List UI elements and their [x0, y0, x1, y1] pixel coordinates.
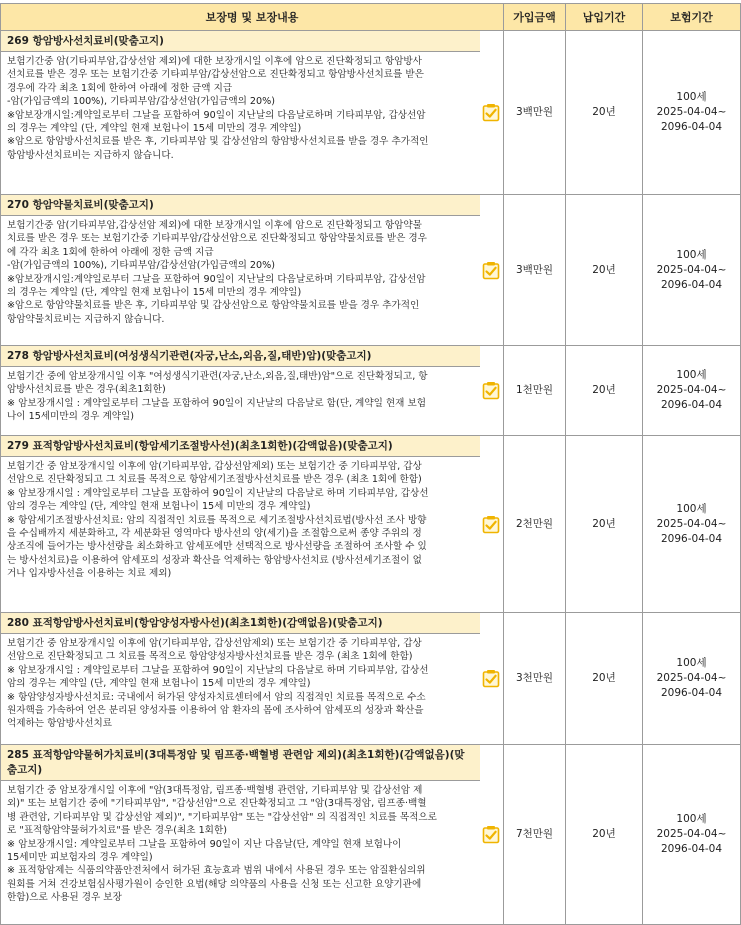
- coverage-title-text: 285 표적항암약물허가치료비(3대특정암 및 림프종·백혈병 관련암 제외)(최초1회한)(감액없음)(맞춤고지): [7, 749, 465, 776]
- ins-period-cell: [643, 613, 741, 745]
- description-line: 경우에 각각 최초 1회에 한하여 아래에 정한 금액 지급: [7, 82, 233, 94]
- ins-period-age: 100세: [676, 91, 707, 103]
- ins-period-age: 100세: [676, 657, 707, 669]
- ins-period-to: 2096-04-04: [661, 687, 723, 699]
- description-line: ※ 암보장개시일 : 계약일로부터 그날을 포함하여 90일이 지난날의 다음날로 함(단, 계약일 현재 보험: [7, 397, 427, 409]
- coverage-description: [1, 52, 480, 165]
- ins-period-to: 2096-04-04: [661, 121, 723, 133]
- description-line: 병 관련암, 기타피부암 및 갑상선암 제외)", "기타피부암" 또는 "갑상선암" 의 직접적인 치료를 목적으로: [7, 811, 437, 823]
- header-amount: 가입금액: [504, 4, 566, 31]
- description-line: ※ 암보장개시일 : 계약일로부터 그날을 포함하여 90일이 지난날의 다음날로 하며 기타피부암, 갑상선: [7, 664, 429, 676]
- coverage-title: [1, 195, 480, 216]
- description-line: 보험기간중 암(기타피부암,갑상선암 제외)에 대한 보장개시일 이후에 암으로 진단확정되고 항암약물: [7, 220, 422, 231]
- coverage-title-text: 279 표적항암방사선치료비(항암세기조절방사선)(최초1회한)(감액없음)(맞춤고지): [7, 440, 393, 452]
- amount-cell: 1천만원: [504, 346, 566, 436]
- description-line: ※암으로 항암약물치료를 받은 후, 기타피부암 및 갑상선암으로 항암약물치료를 받을 경우 추가적인: [7, 300, 420, 312]
- coverage-description: [1, 457, 480, 584]
- header-coverage: 보장명 및 보장내용: [1, 4, 504, 31]
- description-line: ※ 표적항암제는 식품의약품안전처에서 허가된 효능효과 범위 내에서 사용된 경우 또는 암질환심의위: [7, 865, 426, 877]
- description-line: 보험기간 중 암보장개시일 이후에 암(기타피부암, 갑상선암제외) 또는 보험기간 중 기타피부암, 갑상: [7, 638, 422, 649]
- coverage-cell: [1, 195, 480, 346]
- coverage-title-text: 280 표적항암방사선치료비(항암양성자방사선)(최초1회한)(감액없음)(맞춤고지): [7, 617, 383, 629]
- description-line: 원회를 거쳐 건강보험심사평가원이 승인한 요법(해당 의약품의 사용을 신청 또는 신고한 요양기관에: [7, 878, 422, 890]
- checklist-cell: [480, 436, 504, 613]
- table-row: [1, 195, 741, 346]
- description-line: 외)" 또는 보험기간 중에 "기타피부암", "갑상선암"으로 진단확정되고 그 "암(3대특정암, 림프종·백혈: [7, 798, 427, 810]
- description-line: 15세미만 피보험자의 경우 계약일): [7, 852, 153, 864]
- ins-period-from: 2025-04-04~: [656, 384, 727, 396]
- amount-cell: 2천만원: [504, 436, 566, 613]
- description-line: ※암으로 항암방사선치료를 받은 후, 기타피부암 및 갑상선암의 항암방사선치료를 받을 경우 추가적인: [7, 136, 429, 148]
- header-ins-period: 보험기간: [643, 4, 741, 31]
- description-line: 보험기간중 암(기타피부암,갑상선암 제외)에 대한 보장개시일 이후에 암으로 진단확정되고 항암방사: [7, 56, 422, 67]
- description-line: 항암약물치료비는 지급하지 않습니다.: [7, 313, 165, 325]
- ins-period-cell: [643, 436, 741, 613]
- pay-period-cell: 20년: [566, 745, 643, 925]
- coverage-title-text: 269 항암방사선치료비(맞춤고지): [7, 35, 164, 47]
- ins-period-age: 100세: [676, 502, 707, 515]
- ins-period-to: 2096-04-04: [661, 532, 723, 545]
- ins-period-age: 100세: [676, 248, 707, 261]
- amount-cell: 3백만원: [504, 195, 566, 346]
- description-line: 암방사선치료를 받은 경우(최초1회한): [7, 384, 166, 396]
- coverage-description: [1, 367, 480, 427]
- ins-period-cell: [643, 31, 741, 195]
- ins-period-from: 2025-04-04~: [656, 106, 727, 118]
- header-pay-period: 납입기간: [566, 4, 643, 31]
- pay-period-cell: 20년: [566, 346, 643, 436]
- ins-period-from: 2025-04-04~: [656, 828, 727, 840]
- ins-period-from: 2025-04-04~: [656, 517, 727, 530]
- checklist-icon: [480, 103, 504, 122]
- coverage-title: [1, 745, 480, 781]
- description-line: 보험기간 중 암보장개시일 이후에 암(기타피부암, 갑상선암제외) 또는 보험기간 중 기타피부암, 갑상: [7, 461, 422, 472]
- coverage-title-text: 270 항암약물치료비(맞춤고지): [7, 199, 154, 211]
- checklist-icon: [480, 261, 504, 280]
- description-line: ※암보장개시일:계약일로부터 그날을 포함하여 90일이 지난날의 다음날로하며 기타피부암, 갑상선암: [7, 109, 426, 121]
- ins-period-from: 2025-04-04~: [656, 672, 727, 684]
- description-line: 거나 입자방사선을 이용하는 치료 제외): [7, 568, 172, 580]
- checklist-cell: [480, 613, 504, 745]
- description-line: 선암으로 진단확정되고 그 치료를 목적으로 항암양성자방사선치료를 받은 경우 (최초 1회에 한함): [7, 651, 413, 663]
- coverage-description: [1, 634, 480, 734]
- table-header-row: [1, 4, 741, 31]
- checklist-cell: [480, 346, 504, 436]
- description-line: -암(가입금액의 100%), 기타피부암/갑상선암(가입금액의 20%): [7, 96, 275, 108]
- checklist-cell: [480, 745, 504, 925]
- coverage-cell: [1, 613, 480, 745]
- description-line: 을 수십배까지 세분화하고, 각 세분화된 영역마다 방사선의 양(세기)을 조절함으로써 종양 주위의 정: [7, 528, 422, 540]
- description-line: 한함)으로 사용된 경우 보장: [7, 892, 122, 904]
- coverage-cell: [1, 346, 480, 436]
- ins-period-cell: [643, 346, 741, 436]
- description-line: 억제하는 항암방사선치료: [7, 718, 112, 730]
- ins-period-to: 2096-04-04: [661, 278, 723, 291]
- description-line: ※ 암보장개시일: 계약일로부터 그날을 포함하여 90일이 지난 다음날(단, 계약일 현재 보험나이: [7, 838, 402, 850]
- description-line: 의 경우는 계약일 (단, 계약일 현재 보험나이 15세 미만의 경우 계약일): [7, 287, 302, 299]
- description-line: 나이 15세미만의 경우 계약일): [7, 411, 135, 423]
- table-row: [1, 745, 741, 925]
- coverage-title: [1, 31, 480, 52]
- description-line: 원자핵을 가속하여 얻은 분리된 양성자를 이용하여 암 환자의 몸에 조사하여 암세포의 성장과 확산을: [7, 705, 424, 717]
- checklist-cell: [480, 195, 504, 346]
- pay-period-cell: 20년: [566, 436, 643, 613]
- ins-period-cell: [643, 195, 741, 346]
- description-line: 선암으로 진단확정되고 그 치료를 목적으로 항암세기조절방사선치료를 받은 경우 (최초 1회에 한함): [7, 474, 422, 486]
- description-line: 치료를 받은 경우 또는 보험기간중 기타피부암/갑상선암으로 진단확정되고 항암약물치료를 받은 경우: [7, 233, 427, 245]
- coverage-title: [1, 436, 480, 457]
- coverage-cell: [1, 745, 480, 925]
- description-line: 의 경우는 계약일 (단, 계약일 현재 보험나이 15세 미만의 경우 계약일): [7, 123, 302, 135]
- ins-period-from: 2025-04-04~: [656, 263, 727, 276]
- checklist-icon: [480, 825, 504, 844]
- coverage-description: [1, 216, 480, 329]
- coverage-title-text: 278 항암방사선치료비(여성생식기관련(자궁,난소,외음,질,태반)암)(맞춤고지): [7, 350, 372, 362]
- table-row: [1, 346, 741, 436]
- description-line: 로 "표적항암약물허가치료"를 받은 경우(최초 1회한): [7, 825, 227, 837]
- coverage-cell: [1, 31, 480, 195]
- description-line: 보험기간 중 암보장개시일 이후에 "암(3대특정암, 림프종·백혈병 관련암, 기타피부암 및 갑상선암 제: [7, 785, 423, 796]
- ins-period-to: 2096-04-04: [661, 399, 723, 411]
- description-line: ※ 암보장개시일 : 계약일로부터 그날을 포함하여 90일이 지난날의 다음날로 하며 기타피부암, 갑상선: [7, 487, 429, 499]
- description-line: 선치료를 받은 경우 또는 보험기간중 기타피부암/갑상선암으로 진단확정되고 항암방사선치료를 받은: [7, 69, 424, 81]
- description-line: 항암방사선치료비는 지급하지 않습니다.: [7, 149, 174, 161]
- coverage-description: [1, 781, 480, 908]
- description-line: 보험기간 중에 암보장개시일 이후 "여성생식기관련(자궁,난소,외음,질,태반)암"으로 진단확정되고, 항: [7, 371, 428, 382]
- checklist-icon: [480, 515, 504, 534]
- description-line: 암의 경우는 계약일 (단, 계약일 현재 보험나이 15세 미만의 경우 계약일): [7, 678, 311, 690]
- table-row: [1, 436, 741, 613]
- description-line: 에 각각 최초 1회에 한하여 아래에 정한 금액 지급: [7, 246, 214, 258]
- description-line: 는 방사선치료)을 이용하여 암세포의 성장과 확산을 억제하는 항암방사선치료 (방사선세기조절이 없: [7, 554, 422, 566]
- description-line: 암의 경우는 계약일 (단, 계약일 현재 보험나이 15세 미만의 경우 계약일): [7, 501, 311, 513]
- description-line: ※ 항암세기조절방사선치료: 암의 직접적인 치료를 목적으로 세기조절방사선치료법(방사선 조사 방향: [7, 514, 427, 526]
- amount-cell: 7천만원: [504, 745, 566, 925]
- table-row: [1, 31, 741, 195]
- ins-period-age: 100세: [676, 813, 707, 825]
- coverage-cell: [1, 436, 480, 613]
- coverage-title: [1, 613, 480, 634]
- pay-period-cell: 20년: [566, 195, 643, 346]
- coverage-title: [1, 346, 480, 367]
- description-line: -암(가입금액의 100%), 기타피부암/갑상선암(가입금액의 20%): [7, 260, 275, 272]
- amount-cell: 3백만원: [504, 31, 566, 195]
- description-line: ※암보장개시일:계약일로부터 그날을 포함하여 90일이 지난날의 다음날로하며 기타피부암, 갑상선암: [7, 273, 426, 285]
- table-row: [1, 613, 741, 745]
- coverage-table: [0, 3, 741, 925]
- checklist-icon: [480, 381, 504, 400]
- ins-period-cell: [643, 745, 741, 925]
- amount-cell: 3천만원: [504, 613, 566, 745]
- pay-period-cell: 20년: [566, 31, 643, 195]
- ins-period-to: 2096-04-04: [661, 843, 723, 855]
- ins-period-age: 100세: [676, 369, 707, 381]
- checklist-icon: [480, 669, 504, 688]
- description-line: 상조직에 들어가는 방사선량을 최소화하고 암세포에만 선택적으로 방사선량을 조절하여 조사할 수 있: [7, 541, 427, 553]
- checklist-cell: [480, 31, 504, 195]
- pay-period-cell: 20년: [566, 613, 643, 745]
- description-line: ※ 항암양성자방사선치료: 국내에서 허가된 양성자치료센터에서 암의 직접적인 치료를 목적으로 수소: [7, 691, 426, 703]
